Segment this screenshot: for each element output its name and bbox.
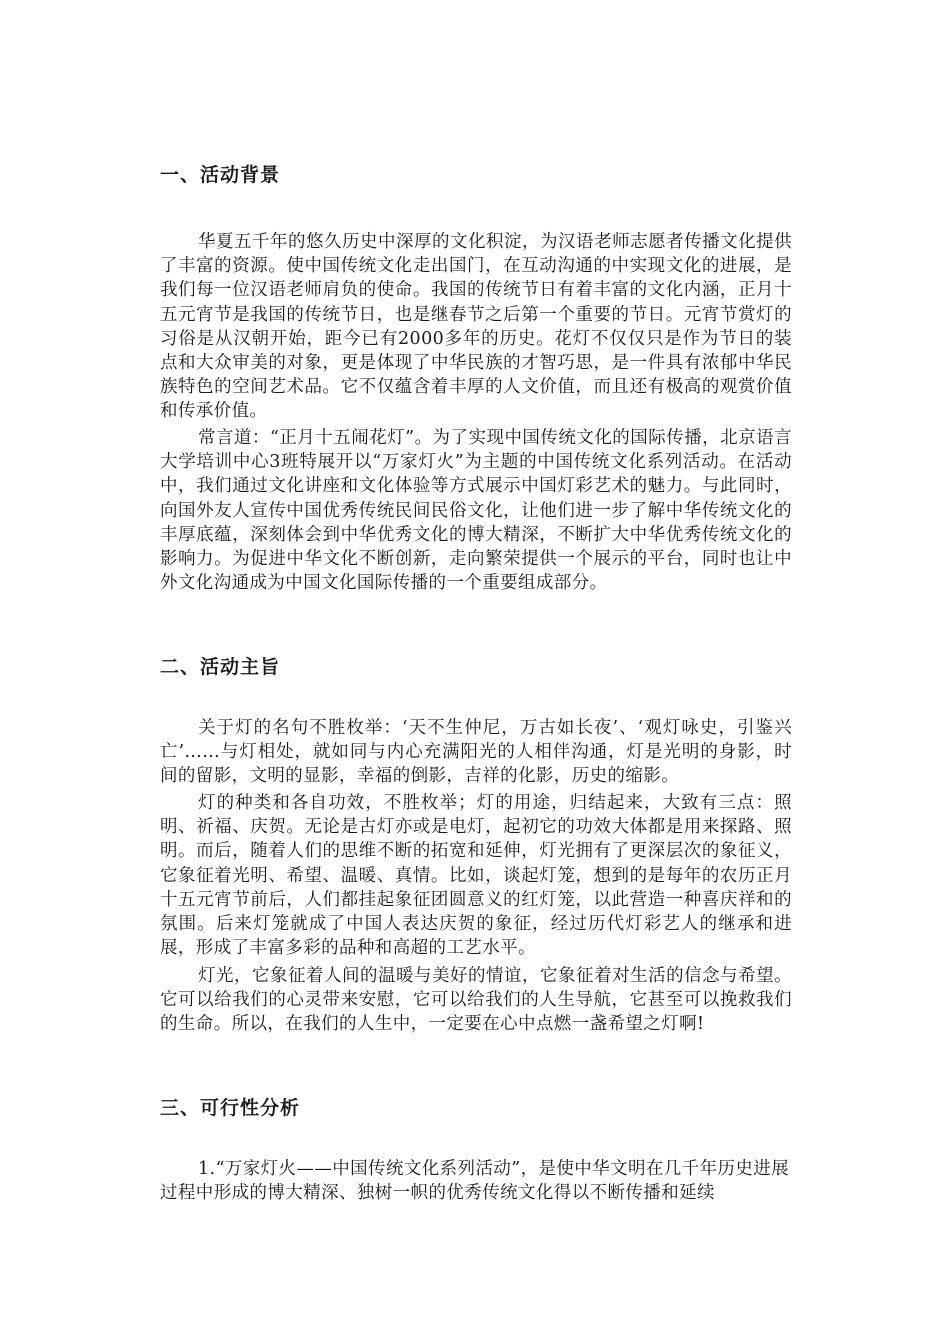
paragraph-background-2: 常言道：“正月十五闹花灯”。为了实现中国传统文化的国际传播，北京语言大学培训中心3班特展开以“万家灯火”为主题的中国传统文化系列活动。在活动中，我们通过文化讲座和文化体验等方式展示中国灯彩艺术的魅力。与此同时，向国外友人宣传中国优秀传统民间民俗文化，让他们进一步了解中华传统文化的丰厚底蕴，深刻体会到中华优秀文化的博大精深，不断扩大中华优秀传统文化的影响力。为促进中华文化不断创新，走向繁荣提供一个展示的平台，同时也让中外文化沟通成为中国文化国际传播的一个重要组成部分。 bbox=[160, 428, 792, 594]
paragraph-feasibility-1: 1.“万家灯火——中国传统文化系列活动”，是使中华文明在几千年历史进展过程中形成的博大精深、独树一帜的优秀传统文化得以不断传播和延续 bbox=[160, 1159, 790, 1204]
paragraph-purpose-3: 灯光，它象征着人间的温暖与美好的情谊，它象征着对生活的信念与希望。它可以给我们的心灵带来安慰，它可以给我们的人生导航，它甚至可以挽救我们的生命。所以，在我们的人生中，一定要在心中点燃一盏希望之灯啊! bbox=[160, 966, 792, 1035]
paragraph-purpose-1: 关于灯的名句不胜枚举：‘天不生仲尼，万古如长夜’、‘观灯咏史，引鉴兴亡’……与灯相处，就如同与内心充满阳光的人相伴沟通，灯是光明的身影，时间的留影，文明的显影，幸福的倒影，吉祥的化影，历史的缩影。 bbox=[160, 718, 792, 787]
section-heading-background: 一、活动背景 bbox=[160, 164, 281, 186]
paragraph-background-1: 华夏五千年的悠久历史中深厚的文化积淀，为汉语老师志愿者传播文化提供了丰富的资源。使中国传统文化走出国门，在互动沟通的中实现文化的进展，是我们每一位汉语老师肩负的使命。我国的传统节日有着丰富的文化内涵，正月十五元宵节是我国的传统节日，也是继春节之后第一个重要的节日。元宵节赏灯的习俗是从汉朝开始，距今已有2000多年的历史。花灯不仅仅只是作为节日的装点和大众审美的对象，更是体现了中华民族的才智巧思，是一件具有浓郁中华民族特色的空间艺术品。它不仅蕴含着丰厚的人文价值，而且还有极高的观赏价值和传承价值。 bbox=[160, 232, 792, 422]
section-heading-purpose: 二、活动主旨 bbox=[160, 656, 281, 678]
section-heading-feasibility: 三、可行性分析 bbox=[160, 1097, 301, 1119]
paragraph-purpose-2: 灯的种类和各自功效，不胜枚举；灯的用途，归结起来，大致有三点：照明、祈福、庆贺。无论是古灯亦或是电灯，起初它的功效大体都是用来探路、照明。而后，随着人们的思维不断的拓宽和延伸，灯光拥有了更深层次的象征义，它象征着光明、希望、温暖、真情。比如，谈起灯笼，想到的是每年的农历正月十五元宵节前后，人们都挂起象征团圆意义的红灯笼，以此营造一种喜庆祥和的氛围。后来灯笼就成了中国人表达庆贺的象征，经过历代灯彩艺人的继承和进展，形成了丰富多彩的品种和高超的工艺水平。 bbox=[160, 793, 792, 959]
